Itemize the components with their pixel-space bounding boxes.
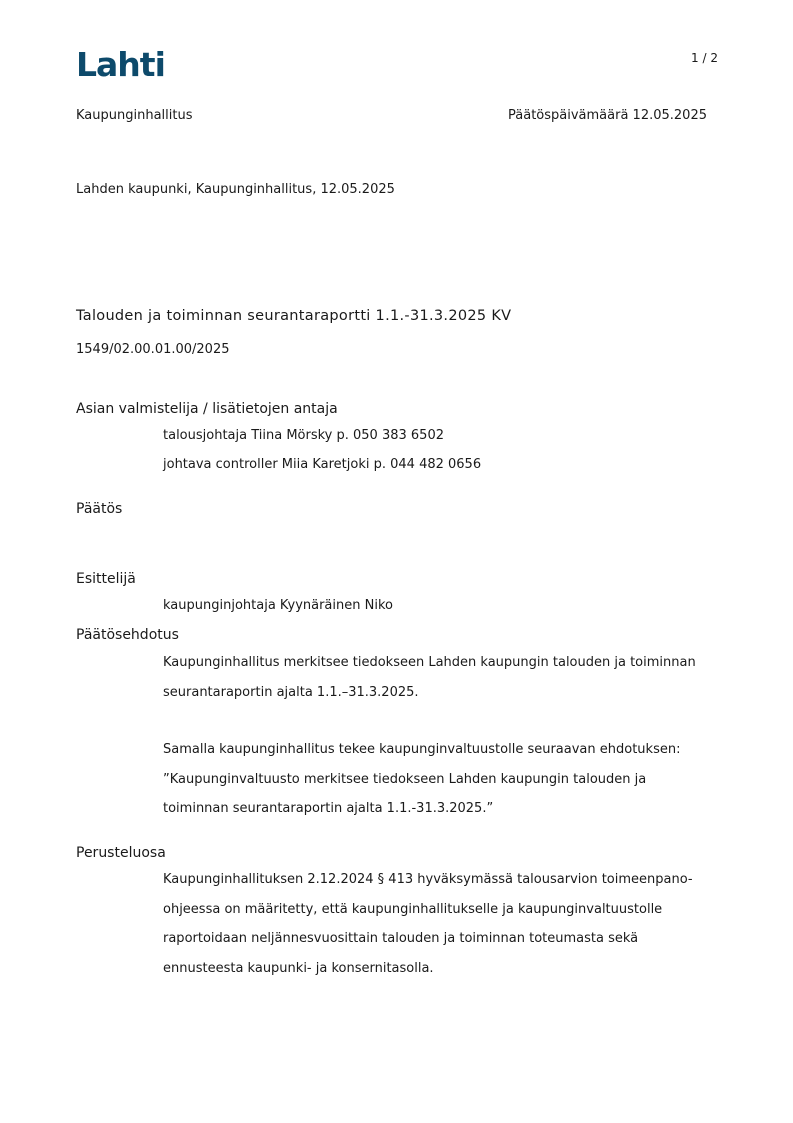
lahti-logo: Lahti	[76, 45, 165, 84]
presenter-heading: Esittelijä	[76, 571, 136, 587]
proposal-line: Samalla kaupunginhallitus tekee kaupunginvaltuustolle seuraavan ehdotuksen:	[163, 742, 681, 757]
rationale-line: raportoidaan neljännesvuosittain talouden ja toiminnan toteumasta sekä	[163, 931, 639, 946]
rationale-heading: Perusteluosa	[76, 845, 166, 861]
decision-body: Kaupunginhallitus	[76, 108, 193, 123]
preparer-line: talousjohtaja Tiina Mörsky p. 050 383 6502	[163, 428, 444, 443]
proposal-line: ”Kaupunginvaltuusto merkitsee tiedokseen Lahden kaupungin talouden ja	[163, 772, 647, 787]
proposal-heading: Päätösehdotus	[76, 627, 179, 643]
proposal-line: Kaupunginhallitus merkitsee tiedokseen Lahden kaupungin talouden ja toiminnan	[163, 655, 696, 670]
proposal-line: toiminnan seurantaraportin ajalta 1.1.-31.3.2025.”	[163, 801, 494, 816]
decision-heading: Päätös	[76, 501, 123, 517]
rationale-line: ennusteesta kaupunki- ja konsernitasolla.	[163, 961, 434, 976]
presenter-name: kaupunginjohtaja Kyynäräinen Niko	[163, 598, 393, 613]
case-title: Talouden ja toiminnan seurantaraportti 1.1.-31.3.2025 KV	[76, 308, 512, 324]
page-number: 1 / 2	[691, 51, 718, 65]
preparer-heading: Asian valmistelija / lisätietojen antaja	[76, 401, 338, 417]
decision-date: Päätöspäivämäärä 12.05.2025	[508, 108, 707, 123]
meeting-line: Lahden kaupunki, Kaupunginhallitus, 12.05.2025	[76, 182, 395, 197]
record-number: 1549/02.00.01.00/2025	[76, 342, 230, 357]
rationale-line: ohjeessa on määritetty, että kaupunginhallitukselle ja kaupunginvaltuustolle	[163, 902, 663, 917]
rationale-line: Kaupunginhallituksen 2.12.2024 § 413 hyväksymässä talousarvion toimeenpano-	[163, 872, 693, 887]
proposal-line: seurantaraportin ajalta 1.1.–31.3.2025.	[163, 685, 419, 700]
preparer-line: johtava controller Miia Karetjoki p. 044 482 0656	[163, 457, 482, 472]
